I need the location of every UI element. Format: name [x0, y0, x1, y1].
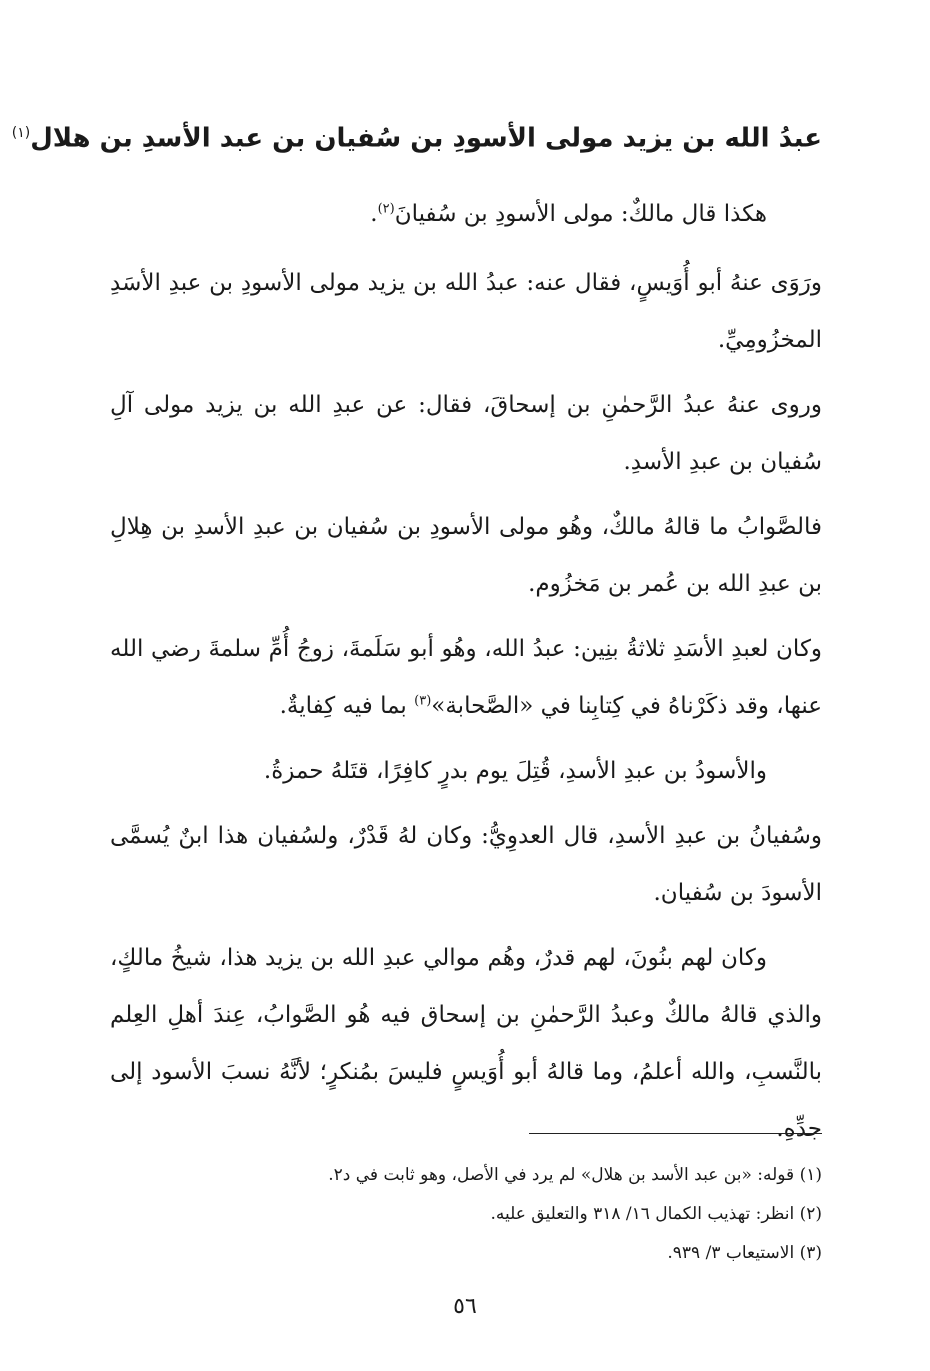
title-footnote-ref: (١)	[11, 125, 31, 141]
body-text	[110, 186, 822, 1166]
paragraph-1-text: هكذا قال مالكٌ: مولى الأسودِ بن سُفيانَ	[394, 201, 767, 227]
paragraph-5-end: بما فيه كِفايةٌ.	[279, 693, 415, 719]
footnote-ref-2: (٢)	[377, 201, 395, 217]
footnote-separator	[529, 1133, 822, 1134]
paragraph-8: وكان لهم بنُونَ، لهم قدرٌ، وهُم موالي عبدِ الله بن يزيد هذا، شيخُ مالكٍ، والذي قالهُ مالكٌ وعبدُ الرَّحمٰنِ بن إسحاق فيه هُو الصَّوابُ، عِندَ أهلِ العِلم بالنَّسبِ، والله أعلمُ، وما قالهُ أبو أُوَيسٍ فليسَ بمُنكرٍ؛ لأنَّهُ نسبَ الأسود إلى جدِّهِ.	[110, 945, 822, 1142]
paragraph-3: وروى عنهُ عبدُ الرَّحمٰنِ بن إسحاقَ، فقال: عن عبدِ الله بن يزيد مولى آلِ سُفيان بن عبدِ الأسدِ.	[110, 392, 822, 475]
paragraph-5-text: وكان لعبدِ الأسَدِ ثلاثةُ بنِين: عبدُ الله، وهُو أبو سَلَمةَ، زوجُ أُمِّ سلمةَ رضي الله عنها، وقد ذكَرْناهُ في كِتابِنا في «الصَّحابة»	[110, 636, 822, 719]
footnote-ref-3: (٣)	[414, 693, 432, 709]
paragraph-4: فالصَّوابُ ما قالهُ مالكٌ، وهُو مولى الأسودِ بن سُفيان بن عبدِ الأسدِ بن هِلالِ بن عبدِ الله بن عُمر بن مَخزُوم.	[110, 514, 822, 597]
paragraph-7: وسُفيانُ بن عبدِ الأسدِ، قال العدوِيُّ: وكان لهُ قَدْرٌ، ولسُفيان هذا ابنٌ يُسمَّى الأسودَ بن سُفيان.	[110, 823, 822, 906]
footnote-1: (١) قوله: «بن عبد الأسد بن هلال» لم يرد في الأصل، وهو ثابت في د٢.	[328, 1165, 822, 1185]
section-title	[11, 108, 822, 164]
footnote-2: (٢) انظر: تهذيب الكمال ١٦/ ٣١٨ والتعليق عليه.	[490, 1204, 822, 1224]
paragraph-5	[110, 621, 822, 735]
footnotes	[110, 1156, 822, 1273]
paragraph-1-end: .	[370, 201, 378, 227]
paragraph-6: والأسودُ بن عبدِ الأسدِ، قُتِلَ يوم بدرٍ كافِرًا، قتَلهُ حمزةُ.	[263, 758, 767, 784]
paragraph-2: ورَوَى عنهُ أبو أُوَيسٍ، فقال عنه: عبدُ الله بن يزيد مولى الأسودِ بن عبدِ الأسَدِ المخزُومِيِّ.	[110, 270, 822, 353]
footnote-3: (٣) الاستيعاب ٣/ ٩٣٩.	[667, 1243, 822, 1263]
page-number: ٥٦	[453, 1294, 477, 1319]
paragraph-1	[110, 186, 822, 243]
section-title-text: عبدُ الله بن يزيد مولى الأسودِ بن سُفيان بن عبد الأسدِ بن هلال	[30, 123, 822, 154]
